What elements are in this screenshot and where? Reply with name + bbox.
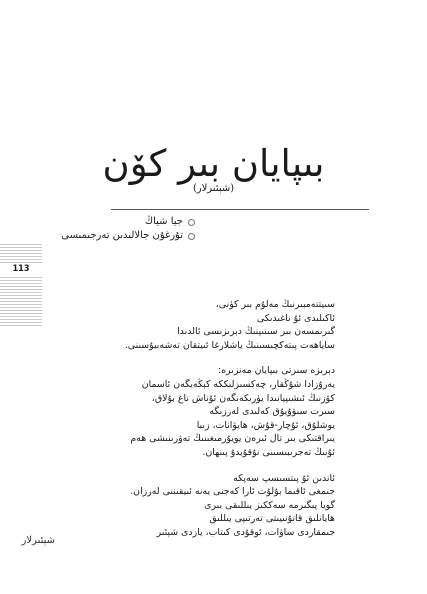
running-footer: شېئىرلار [21, 535, 55, 546]
poem-line: يوشلۇق، ئۇچار-قۇش، ھايۋانات، زىبا [196, 419, 335, 431]
author-item [61, 229, 195, 243]
poem-line: يىراقتىكى بىر تال ئىرەن يويۇرمىغىنىڭ تەۋرىنىشى ھەم [130, 433, 335, 445]
author-name: جيا شياڭ [144, 216, 183, 227]
bullet-icon [188, 233, 195, 240]
stanza [75, 472, 335, 540]
poem-line: ئاكىلىدى ئۇ ناغىدىكى [256, 312, 335, 324]
author-item [61, 215, 195, 229]
poem-body [75, 298, 335, 552]
bullet-icon [188, 219, 195, 226]
poem-line: سىرت سىۋۇيۇق كەلىدى لەرزىگە [209, 406, 335, 418]
poem-line: گويا پىگىرمە سەككىز يىللىقى بىرى [204, 499, 335, 511]
poem-title: بىپايان بىر كۆن [102, 142, 325, 185]
poem-line: ھايانلىق قانۇنىيىتى تەرتىپى يىللىق [209, 513, 335, 525]
poem-line: جىمغى ئاقىما بۇلۇت ئارا كەجنى يەنە ئىيقىننى لەرزان. [130, 486, 335, 498]
poem-line: دېرىزە سىرتى بىپايان مەنزىرە: [217, 365, 335, 377]
stanza [75, 364, 335, 459]
translator-name: تۇرغۇن جالالىدىن تەرجىمىسى [61, 230, 183, 241]
poem-line: سىيتتەمبىرنىڭ مەلۇم بىر كۈنى، [215, 299, 335, 310]
poem-line: جىمقاردى ساۋات، ئوقۇدى كىتاب، يازدى شېئىر [156, 526, 335, 538]
poem-line: كۆزنىڭ ئىشىپيانىدا يۈرىكەنگەن ئۇناش ناغ بۇلاق، [151, 392, 335, 404]
poem-line: ئاندىن ئۇ پىتسىسپ سەپكە [233, 472, 335, 484]
poem-subtitle: (شېئىرلار) [192, 183, 235, 194]
poem-line: گىرىمسەن بىر سىنىپنىڭ دېرىزىسى ئالدىدا [177, 326, 335, 338]
poem-line: ساياھەت پىتەكچىسىنىڭ ياشلارغا ئىيتقان تەشەببۇسىنى. [124, 339, 335, 351]
poem-line: ئۇنىڭ تەجرىبىسىنى نۇقۇيدۇ پىنھان. [202, 446, 335, 458]
author-list [61, 215, 195, 243]
poem-line: يەرۇزادا شۇڭقار، چەكسىزلىككە كېڭەيگەن ئاسمان [141, 378, 335, 390]
page-number-tab [0, 244, 42, 326]
title-divider [111, 209, 369, 210]
page-number: 113 [0, 263, 42, 275]
stanza [75, 298, 335, 352]
